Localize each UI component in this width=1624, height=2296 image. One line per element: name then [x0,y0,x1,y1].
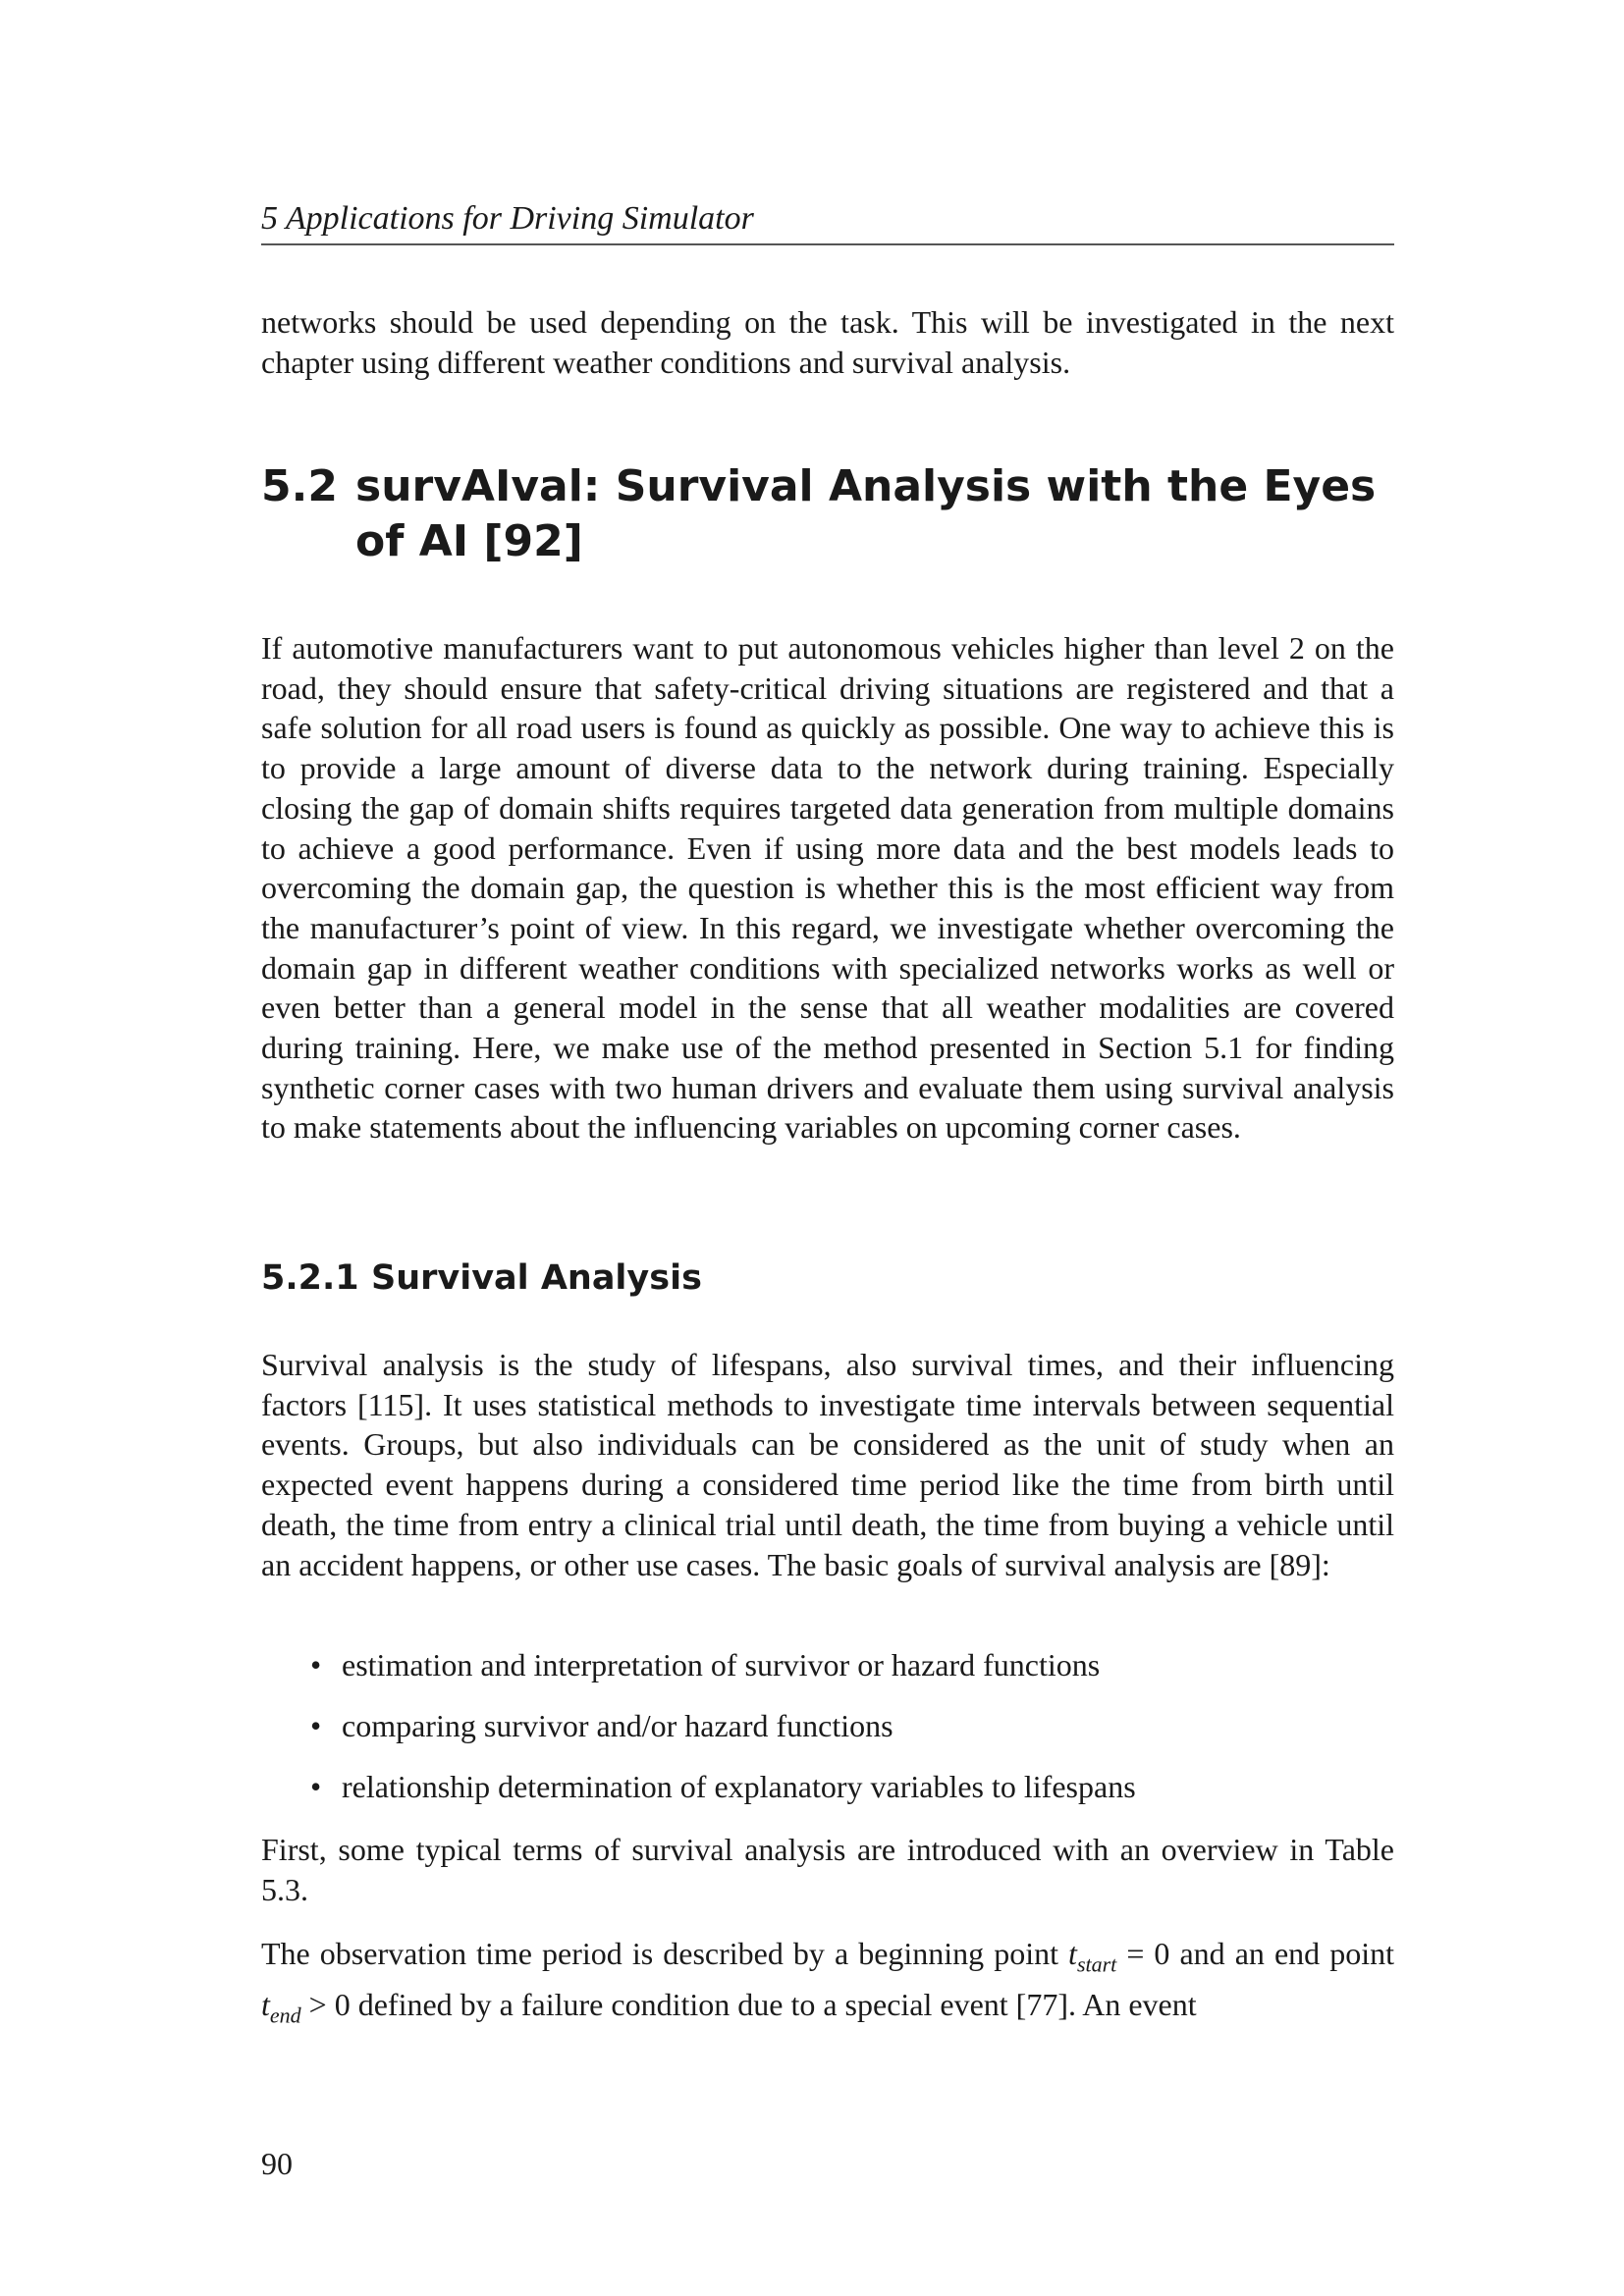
paragraph-3-part-2: = 0 and an end point [1116,1936,1395,1971]
subsection-number: 5.2.1 [261,1258,359,1298]
t-end-subscript: end [269,2002,301,2028]
section-heading [261,459,1394,569]
list-item [261,1645,1394,1706]
section-title: survAIval: Survival Analysis with the Eyes of AI [92] [355,461,1377,566]
t-start-variable: t [1068,1936,1077,1971]
bullet-icon: • [310,1708,322,1743]
bullet-icon: • [310,1769,322,1804]
subsection-paragraph-3 [261,1934,1394,2036]
list-item-text: estimation and interpretation of survivor or hazard functions [342,1647,1101,1682]
page-number: 90 [261,2146,293,2181]
t-end-variable: t [261,1987,270,2023]
page [261,0,1394,2296]
paragraph-3-part-1: The observation time period is described by a beginning point [261,1936,1069,1971]
subsection-title: Survival Analysis [371,1258,702,1298]
list-item [261,1706,1394,1767]
header-rule [261,243,1394,245]
list-item-text: comparing survivor and/or hazard functions [342,1708,893,1743]
subsection-paragraph-2: First, some typical terms of survival analysis are introduced with an overview in Table 5.3. [261,1832,1394,1907]
bullet-icon: • [310,1647,322,1682]
paragraph-3-part-3: > 0 defined by a failure condition due to a special event [77]. An event [300,1987,1197,2023]
intro-paragraph: networks should be used depending on the task. This will be investigated in the next chapter using different weather conditions and survival analysis. [261,304,1394,380]
section-paragraph: If automotive manufacturers want to put autonomous vehicles higher than level 2 on the road, they should ensure that safety-critical driving situations are registered and that a safe solution for all road users is found as quickly as possible. One way to achieve this is to provide a large amount of diverse data to the network during training. Especially closing the gap of domain shifts requires targeted data generation from multiple domains to achieve a good performance. Even if using more data and the best models leads to overcoming the domain gap, the question is whether this is the most efficient way from the manufacturer’s point of view. In this regard, we investigate whether overcoming the domain gap in different weather conditions with specialized networks works as well or even better than a general model in the sense that all weather modalities are covered during training. Here, we make use of the method presented in Section 5.1 for finding synthetic corner cases with two human drivers and evaluate them using survival analysis to make statements about the influencing variables on upcoming corner cases. [261,630,1394,1146]
subsection-paragraph-1: Survival analysis is the study of lifespans, also survival times, and their influencing factors [115]. It uses statistical methods to investigate time intervals between sequential events. Groups, but also individuals can be considered as the unit of study when an expected event happens during a considered time period like the time from birth until death, the time from entry a clinical trial until death, the time from buying a vehicle until an accident happens, or other use cases. The basic goals of survival analysis are [89]: [261,1347,1394,1582]
goals-list [261,1645,1394,1828]
t-start-subscript: start [1076,1951,1117,1977]
list-item-text: relationship determination of explanatory variables to lifespans [342,1769,1136,1804]
section-number: 5.2 [261,461,338,511]
running-header: 5 Applications for Driving Simulator [261,200,754,237]
list-item [261,1767,1394,1828]
subsection-heading [261,1256,702,1300]
